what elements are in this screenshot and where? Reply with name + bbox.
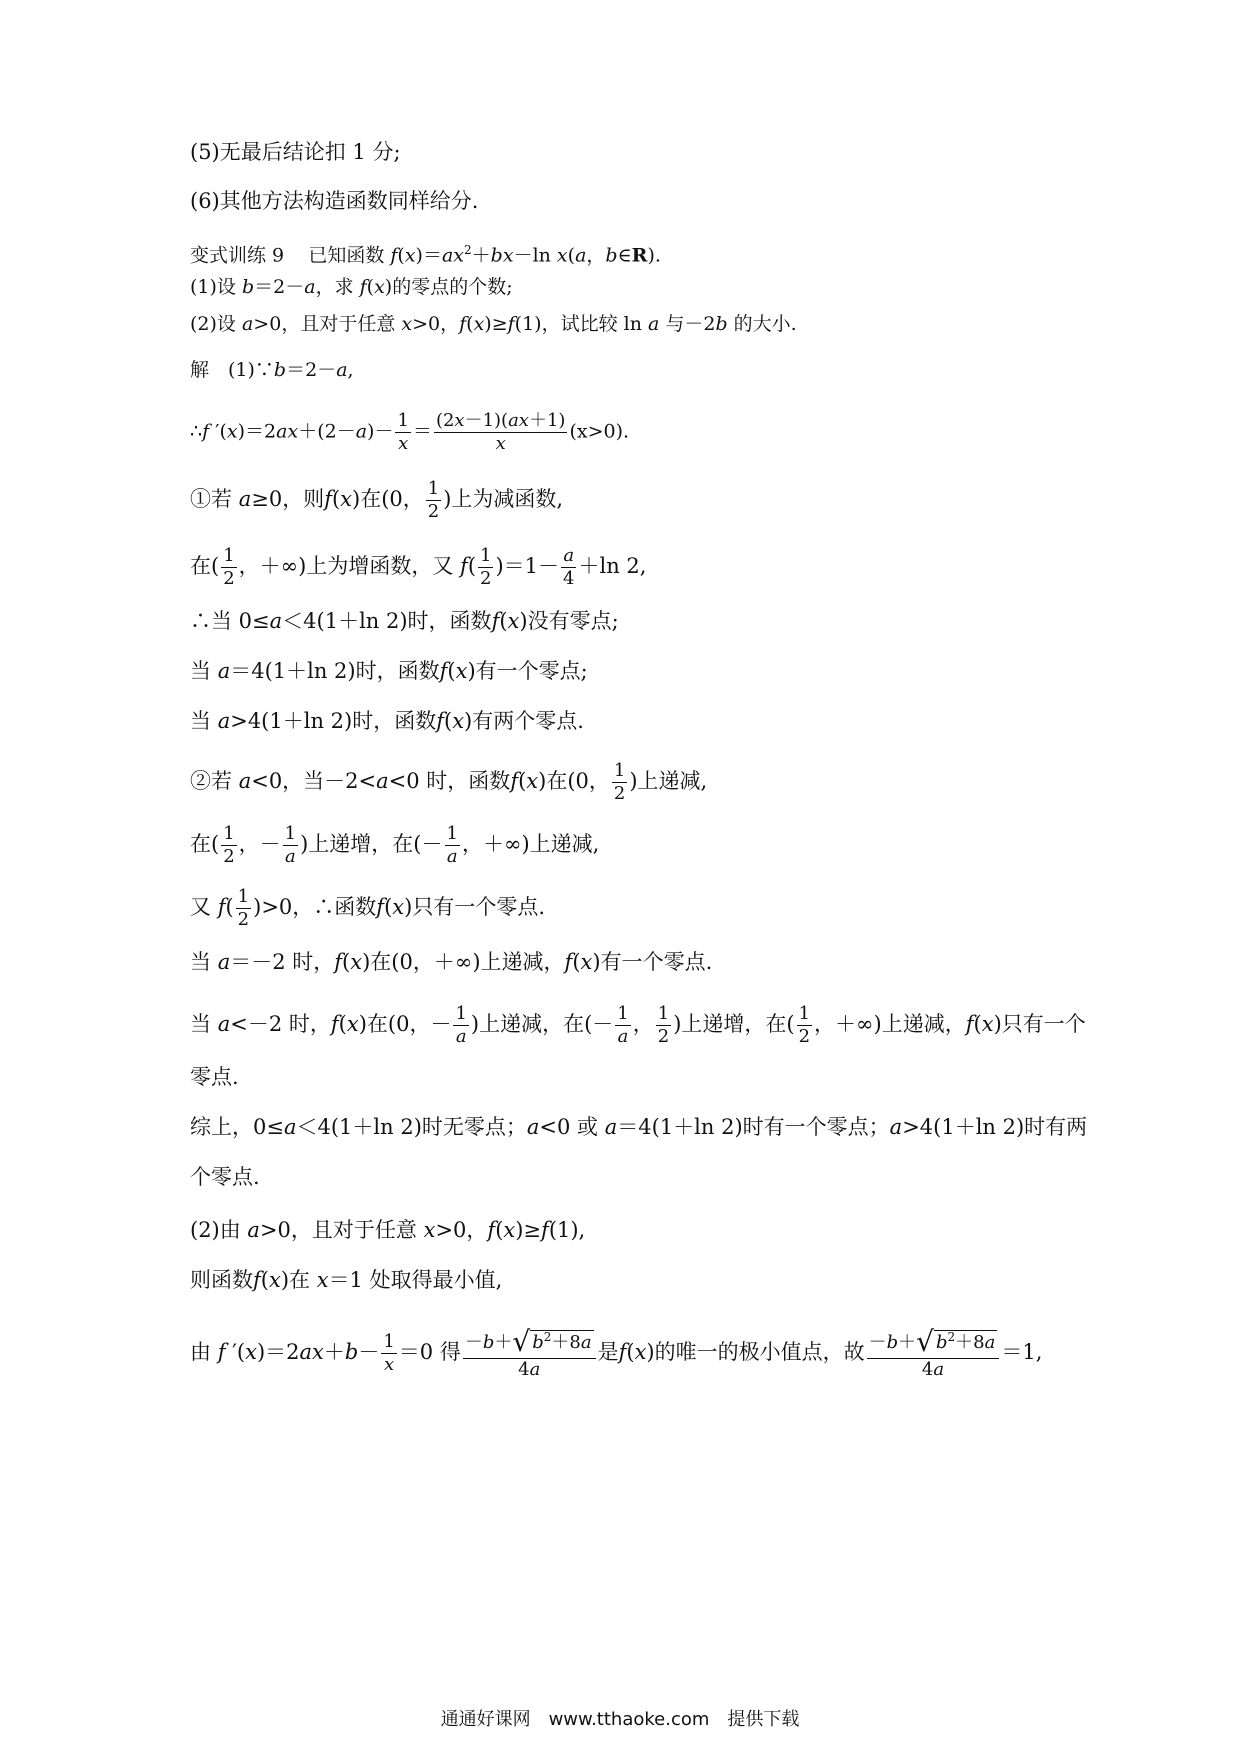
a-less-minus-2: 当 a<－2 时，f(x)在(0，－ $\frac{1}{a}$ )上递减，在(－ $\frac{1}{a}$ ， $\frac{1}{2}$ )上递增，在( $\frac{1}{2}$ ，＋∞)上递减，f(x)只有一个 (190, 1003, 1086, 1047)
increasing-line: 在( $\frac{1}{2}$ ，＋∞)上为增函数，又 f( $\frac{1}{2}$ )＝1－ $\frac{a}{4}$ ＋ln 2, (190, 545, 647, 589)
case-2: ②若 a<0，当－2<a<0 时，函数f(x)在(0， $\frac{1}{2}$ )上递减, (190, 760, 708, 804)
case-2-conclusion: 又 f( $\frac{1}{2}$ )>0，∴函数f(x)只有一个零点. (190, 886, 546, 930)
derivative-line: ∴f ′(x)＝2ax＋(2－a)－ $\frac{1}{x}$ ＝ $\frac{(2x-1)(ax+1)}{x}$ (x>0). (190, 410, 630, 454)
part-2-start: (2)由 a>0，且对于任意 x>0，f(x)≥f(1), (190, 1218, 586, 1242)
case-2-monotonic: 在( $\frac{1}{2}$ ，－ $\frac{1}{a}$ )上递增，在(－ $\frac{1}{a}$ ，＋∞)上递减, (190, 823, 600, 867)
solution-start: 解 (1)∵b＝2－a, (190, 359, 354, 381)
minimum-line: 则函数f(x)在 x＝1 处取得最小值, (190, 1268, 503, 1292)
summary-cont: 个零点. (190, 1165, 260, 1189)
problem-stem: 变式训练 9 已知函数 $f(x)=ax^2+bx-\ln$ x(a，b∈R). (190, 243, 661, 267)
a-less-minus-2-cont: 零点. (190, 1065, 239, 1089)
a-equals-minus-2: 当 a＝－2 时，f(x)在(0，＋∞)上递减，f(x)有一个零点. (190, 950, 713, 974)
note-5: (5)无最后结论扣 1 分; (190, 140, 401, 164)
critical-point-line: 由 f ′(x)＝2ax＋b－ $\frac{1}{x}$ ＝0 得 $\frac{-b+√ b^2+8a}{4a}$ 是f(x)的唯一的极小值点，故 $\frac{-b+√ b^2+8a}{4a}$ ＝1, (190, 1325, 1043, 1380)
question-2: (2)设 a>0，且对于任意 x>0，f(x)≥f(1)，试比较 ln a 与－2b 的大小. (190, 313, 797, 335)
two-zero-line: 当 a>4(1＋ln 2)时，函数f(x)有两个零点. (190, 709, 584, 733)
question-1: (1)设 b＝2－a，求 f(x)的零点的个数; (190, 276, 513, 298)
footer-watermark: 通通好课网 www.tthaoke.com 提供下载 (440, 1709, 800, 1730)
no-zero-line: ∴当 0≤a＜4(1＋ln 2)时，函数f(x)没有零点; (190, 609, 619, 633)
note-6: (6)其他方法构造函数同样给分. (190, 189, 479, 213)
one-zero-line: 当 a＝4(1＋ln 2)时，函数f(x)有一个零点; (190, 659, 588, 683)
summary: 综上，0≤a＜4(1＋ln 2)时无零点；a<0 或 a＝4(1＋ln 2)时有一个零点；a>4(1＋ln 2)时有两 (190, 1115, 1088, 1139)
case-1: ①若 a≥0，则f(x)在(0， $\frac{1}{2}$ )上为减函数, (190, 478, 564, 522)
problem-label: 变式训练 9 (190, 244, 285, 267)
